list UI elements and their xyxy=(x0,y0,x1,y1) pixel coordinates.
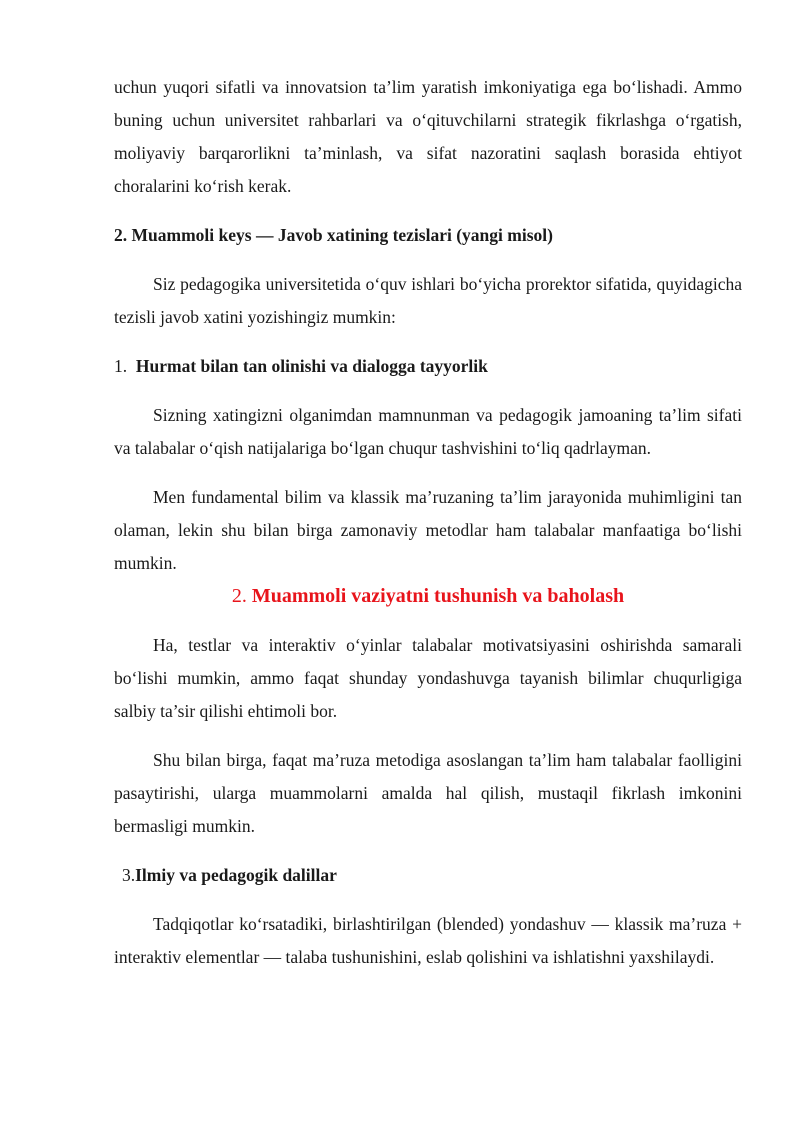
section-3-title: Ilmiy va pedagogik dalillar xyxy=(135,865,337,885)
section-1-title: Hurmat bilan tan olinishi va dialogga tayyorlik xyxy=(135,356,488,376)
paragraph-acknowledgement: Sizning xatingizni olganimdan mamnunman va pedagogik jamoaning ta’lim sifati va talabalar o‘qish natijalariga bo‘lgan chuqur tashvishini to‘liq qadrlayman. xyxy=(114,405,742,458)
heading-section-1 xyxy=(114,350,742,383)
heading-section-3 xyxy=(114,859,742,892)
section-2-title: Muammoli vaziyatni tushunish va baholash xyxy=(251,585,625,607)
paragraph-research-evidence: Tadqiqotlar ko‘rsatadiki, birlashtirilgan (blended) yondashuv — klassik ma’ruza + interaktiv elementlar — talaba tushunishini, eslab qolishini va ishlatishni yaxshilaydi. xyxy=(114,914,742,967)
paragraph-intro-continuation: uchun yuqori sifatli va innovatsion ta’lim yaratish imkoniyatiga ega bo‘lishadi. Ammo buning uchun universitet rahbarlari va o‘qituvchilarni strategik fikrlashga o‘rgatish, moliyaviy barqarorlikni ta’minlash, va sifat nazoratini saqlash borasida ehtiyot choralarini ko‘rish kerak. xyxy=(114,77,742,196)
heading-section-2 xyxy=(114,580,742,613)
section-2-number: 2. xyxy=(231,585,247,607)
paragraph-lecture-only: Shu bilan birga, faqat ma’ruza metodiga asoslangan ta’lim ham talabalar faolligini pasaytirishi, ularga muammolarni amalda hal qilish, mustaqil fikrlash imkonini bermasligi mumkin. xyxy=(114,750,742,836)
paragraph-prorector-intro: Siz pedagogika universitetida o‘quv ishlari bo‘yicha prorektor sifatida, quyidagicha tezisli javob xatini yozishingiz mumkin: xyxy=(114,274,742,327)
paragraph-tests-motivation: Ha, testlar va interaktiv o‘yinlar talabalar motivatsiyasini oshirishda samarali bo‘lishi mumkin, ammo faqat shunday yondashuvga tayanish bilimlar chuqurligiga salbiy ta’sir qilishi ehtimoli bor. xyxy=(114,635,742,721)
section-1-number: 1. xyxy=(114,356,128,376)
paragraph-fundamental-knowledge: Men fundamental bilim va klassik ma’ruzaning ta’lim jarayonida muhimligini tan olaman, lekin shu bilan birga zamonaviy metodlar ham talabalar manfaatiga bo‘lishi mumkin. xyxy=(114,487,742,573)
section-3-number: 3. xyxy=(122,865,136,885)
document-body xyxy=(114,71,742,974)
heading-problem-case: 2. Muammoli keys — Javob xatining tezislari (yangi misol) xyxy=(114,225,553,245)
